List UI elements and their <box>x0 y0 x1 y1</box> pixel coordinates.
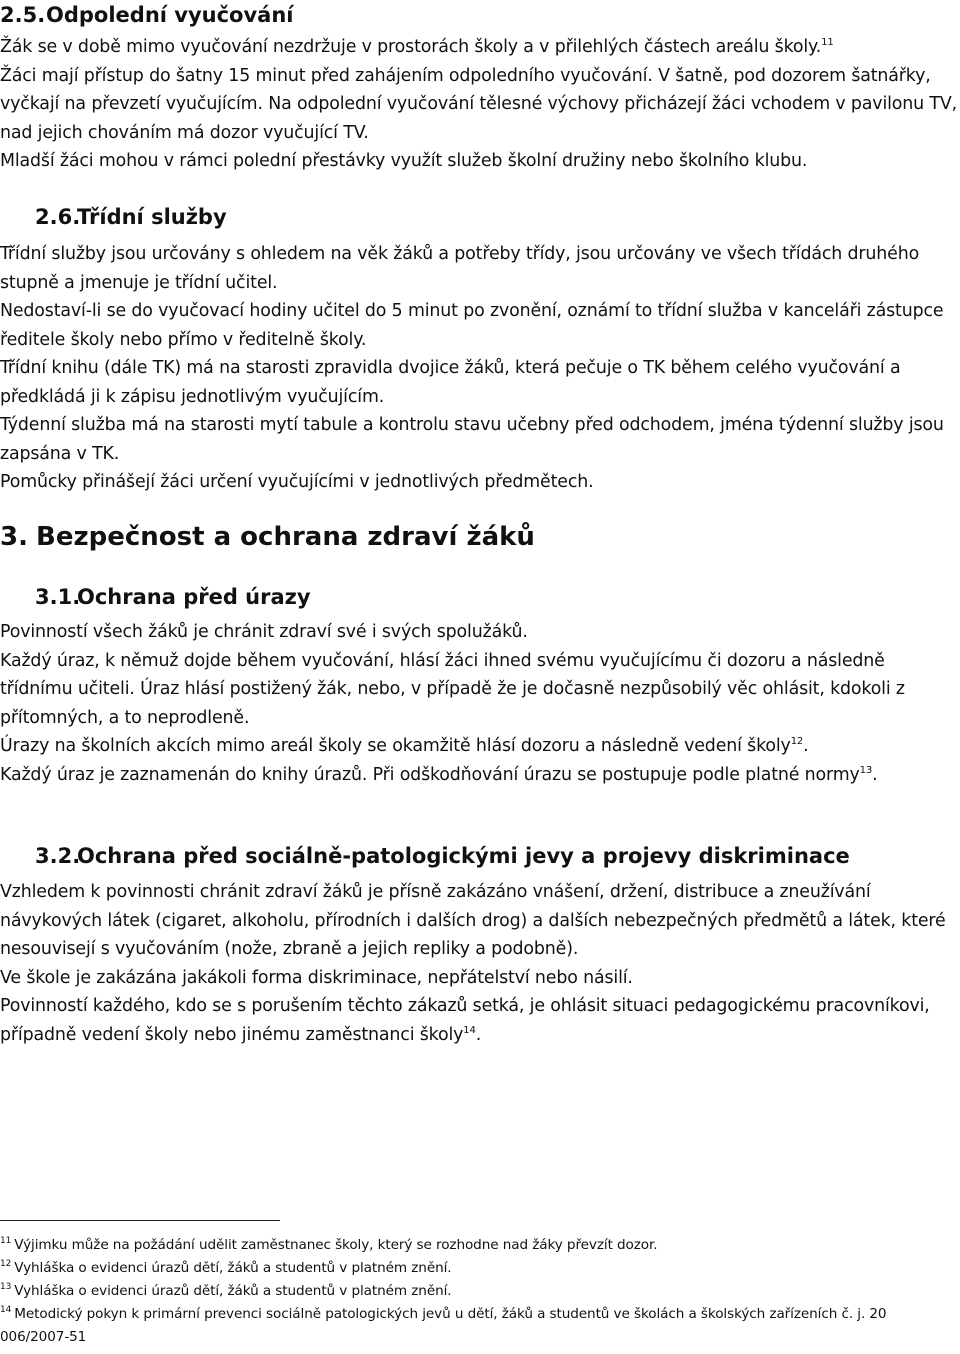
paragraph: Nedostaví-li se do vyučovací hodiny učitel do 5 minut po zvonění, oznámí to třídní služba v kanceláři zástupce ředitele školy nebo přímo v ředitelně školy. <box>0 301 944 350</box>
paragraph: Povinností všech žáků je chránit zdraví své i svých spolužáků. <box>0 622 528 642</box>
chapter-title: Bezpečnost a ochrana zdraví žáků <box>36 522 535 552</box>
footnote <box>0 1234 958 1257</box>
section-number: 2.5. <box>0 3 46 27</box>
footnote-ref[interactable]: 12 <box>790 736 804 747</box>
footnote-separator <box>0 1220 280 1221</box>
paragraph-text: Každý úraz je zaznamenán do knihy úrazů. Při odškodňování úrazu se postupuje podle platné normy <box>0 764 860 785</box>
section-heading-3-2 <box>35 843 850 869</box>
section-heading-3-1 <box>35 584 311 610</box>
chapter-heading-3 <box>0 521 535 553</box>
section-heading-2-5 <box>0 2 294 28</box>
paragraph: Každý úraz, k němuž dojde během vyučování, hlásí žáci ihned svému vyučujícímu či dozoru a následně třídnímu učiteli. Úraz hlásí postižený žák, nebo, v případě že je dočasně nezpůsobilý věc ohlásit, kdokoli z přítomných, a to neprodleně. <box>0 650 905 728</box>
paragraph: Pomůcky přinášejí žáci určení vyučujícími v jednotlivých předmětech. <box>0 472 594 492</box>
section-number: 3.1. <box>35 585 81 609</box>
section-title: Ochrana před sociálně-patologickými jevy a projevy diskriminace <box>77 844 850 868</box>
section-body-2-5 <box>0 33 958 176</box>
footnote-number: 14 <box>0 1305 12 1315</box>
paragraph-text: Žák se v době mimo vyučování nezdržuje v prostorách školy a v přilehlých částech areálu školy. <box>0 37 822 57</box>
section-title: Třídní služby <box>77 205 227 229</box>
paragraph-text: Povinností každého, kdo se s porušením těchto zákazů setká, je ohlásit situaci pedagogickému pracovníkovi, případně vedení školy nebo jinému zaměstnanci školy <box>0 996 930 1045</box>
paragraph: Třídní knihu (dále TK) má na starosti zpravidla dvojice žáků, která pečuje o TK během celého vyučování a předkládá ji k zápisu jednotlivým vyučujícím. <box>0 358 901 407</box>
section-number: 3.2. <box>35 844 81 868</box>
footnote-number: 13 <box>0 1282 12 1292</box>
section-body-2-6 <box>0 240 958 497</box>
paragraph <box>0 992 958 1049</box>
paragraph <box>0 33 958 62</box>
footnote-text: Vyhláška o evidenci úrazů dětí, žáků a studentů v platném znění. <box>14 1283 452 1299</box>
paragraph: Žáci mají přístup do šatny 15 minut před zahájením odpoledního vyučování. V šatně, pod dozorem šatnářky, vyčkají na převzetí vyučujícím. Na odpolední vyučování tělesné výchovy přicházejí žáci vchodem v pavilonu TV, nad jejich chováním má dozor vyučující TV. <box>0 65 958 143</box>
chapter-number: 3. <box>0 522 28 552</box>
footnote-ref[interactable]: 14 <box>463 1024 476 1036</box>
paragraph: Třídní služby jsou určovány s ohledem na věk žáků a potřeby třídy, jsou určovány ve všech třídách druhého stupně a jmenuje je třídní učitel. <box>0 244 920 293</box>
footnote <box>0 1303 958 1349</box>
paragraph: Vzhledem k povinnosti chránit zdraví žáků je přísně zakázáno vnášení, držení, distribuce a zneužívání návykových látek (cigaret, alkoholu, přírodních i dalších drog) a dalších nebezpečných předmětů a látek, které nesouvisejí s vyučováním (nože, zbraně a jejich repliky a podobně). <box>0 882 946 959</box>
paragraph-text: . <box>475 1024 482 1045</box>
footnote-text: Vyhláška o evidenci úrazů dětí, žáků a studentů v platném znění. <box>14 1260 452 1276</box>
footnote-number: 11 <box>0 1236 12 1246</box>
paragraph <box>0 732 958 761</box>
footnotes <box>0 1234 958 1349</box>
section-body-3-1 <box>0 618 958 789</box>
footnote <box>0 1257 958 1280</box>
paragraph: Mladší žáci mohou v rámci polední přestávky využít služeb školní družiny nebo školního klubu. <box>0 151 808 171</box>
paragraph-text: . <box>872 764 878 785</box>
footnote-number: 12 <box>0 1259 12 1269</box>
paragraph-text: . <box>803 736 809 756</box>
footnote <box>0 1280 958 1303</box>
section-heading-2-6 <box>35 204 227 230</box>
footnote-ref[interactable]: 11 <box>821 37 834 48</box>
paragraph <box>0 761 958 790</box>
paragraph: Týdenní služba má na starosti mytí tabule a kontrolu stavu učebny před odchodem, jména týdenní služby jsou zapsána v TK. <box>0 415 944 464</box>
section-number: 2.6. <box>35 205 81 229</box>
footnote-text: Výjimku může na požádání udělit zaměstnanec školy, který se rozhodne nad žáky převzít dozor. <box>14 1237 658 1253</box>
paragraph-text: Úrazy na školních akcích mimo areál školy se okamžitě hlásí dozoru a následně vedení školy <box>0 736 791 756</box>
section-body-3-2 <box>0 878 958 1049</box>
section-title: Ochrana před úrazy <box>77 585 311 609</box>
footnote-text: Metodický pokyn k primární prevenci sociálně patologických jevů u dětí, žáků a studentů ve školách a školských zařízeních č. j. 20 006/2007-51 <box>0 1306 887 1345</box>
footnote-ref[interactable]: 13 <box>859 764 873 776</box>
section-title: Odpolední vyučování <box>46 3 294 27</box>
paragraph: Ve škole je zakázána jakákoli forma diskriminace, nepřátelství nebo násilí. <box>0 967 633 988</box>
